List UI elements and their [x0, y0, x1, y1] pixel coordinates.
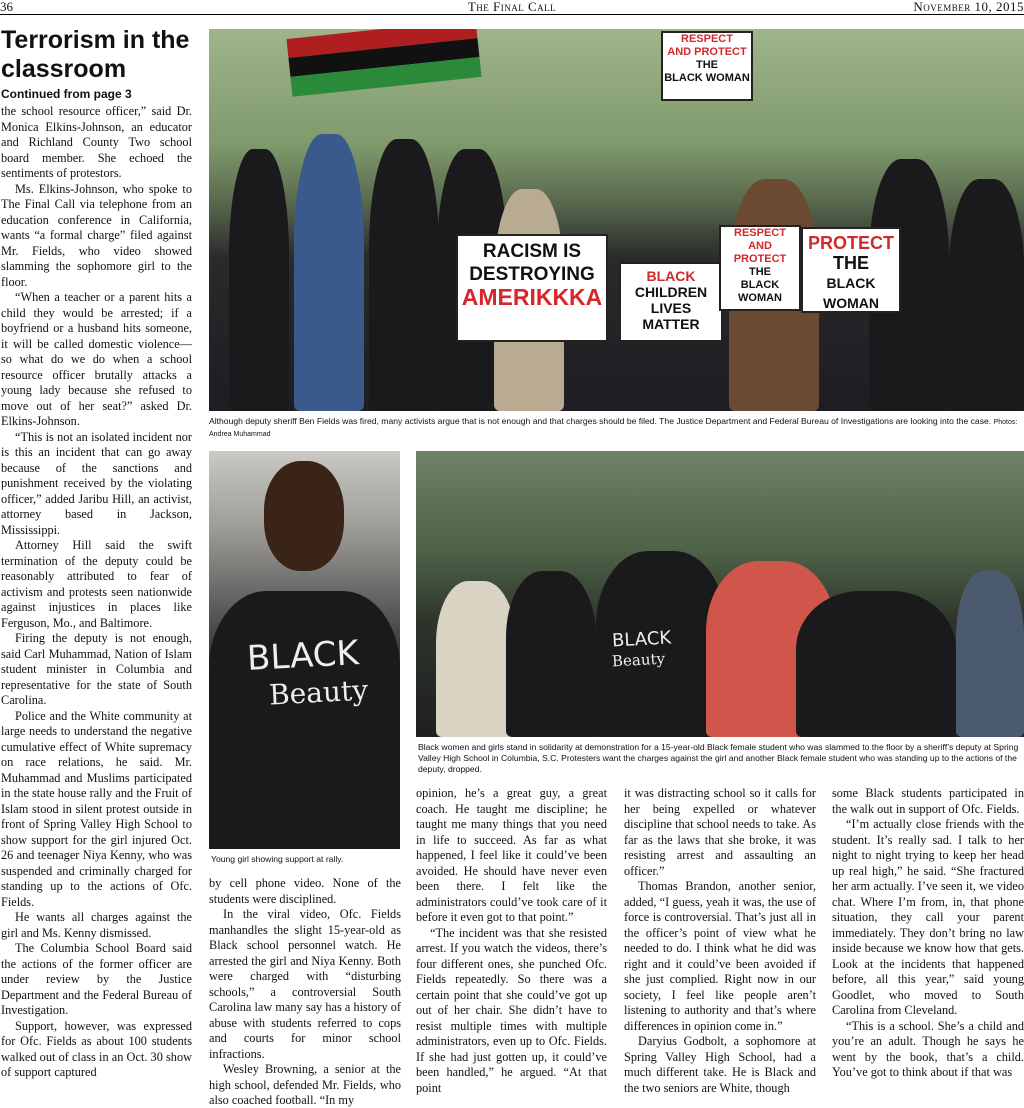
- rally-photo: [209, 29, 1024, 411]
- article-column-1: [1, 104, 192, 1108]
- paragraph: Thomas Brandon, another senior, added, “I guess, yeah it was, the use of force is controversial. That’s just all in the officer’s point of view what he needed to do. I think what he did was right and it could’ve been avoided if she just complied. Right now in our society, I feel like people aren’t listening to authority and that’s where differences in opinion come in.”: [624, 879, 816, 1033]
- article-column-3: [416, 786, 607, 1108]
- raised-fists-photo: [416, 451, 1024, 737]
- paragraph: some Black students participated in the walk out in support of Ofc. Fields.: [832, 786, 1024, 816]
- pan-african-flag: [286, 29, 481, 97]
- publication-name: The Final Call: [467, 0, 557, 14]
- shirt-text-beauty-2: Beauty: [611, 649, 666, 671]
- paragraph: opinion, he’s a great guy, a great coach. He taught me discipline; he taught me many things that you need in life to succeed. As far as what happened, I feel like it could’ve been avoided. He should have never even been there. I felt like the administrators could’ve took care of it before it even got to that point.”: [416, 786, 607, 924]
- paragraph: it was distracting school so it calls for her being expelled or whatever discipline that school needs to take. As far as the laws that she broke, it was resisting arrest and assaulting an officer.”: [624, 786, 816, 878]
- paragraph: “This is a school. She’s a child and you’re an adult. Though he says he went by the book, that’s a child. You’ve got to think about if that was: [832, 1018, 1024, 1079]
- paragraph: Attorney Hill said the swift termination of the deputy could be reasonably attributed to fear of activism and protests seen nationwide against injustices in places like Ferguson, Mo., and Baltimore.: [1, 538, 192, 630]
- article-column-2: [209, 876, 401, 1108]
- paragraph: Support, however, was expressed for Ofc. Fields as about 100 students walked out of class in an Oct. 30 show of support captured: [1, 1018, 192, 1079]
- issue-date: November 10, 2015: [913, 0, 1024, 14]
- sign-black-children-lives-matter: BLACK CHILDREN LIVES MATTER: [619, 262, 723, 342]
- paragraph: He wants all charges against the girl and Ms. Kenny dismissed.: [1, 910, 192, 940]
- shirt-text-black: BLACK: [246, 633, 360, 679]
- girl-photo: [209, 451, 400, 849]
- continued-from-label: Continued from page 3: [1, 87, 132, 101]
- masthead: [0, 0, 1024, 15]
- paragraph: Daryius Godbolt, a sophomore at Spring Valley High School, had a much different take. He is Black and the two seniors are White, though: [624, 1034, 816, 1095]
- page-number: 36: [0, 0, 13, 14]
- paragraph: “The incident was that she resisted arrest. If you watch the videos, there’s four different ones, she punched Ofc. Fields repeatedly. So there was a certain point that she could’ve got up out of her chair. She didn’t have to resist multiple times with multiple administrators, even up to Ofc. Fields. If she had just gotten up, it could’ve been handled,” he argued. “At that point: [416, 925, 607, 1095]
- raised-fists-photo-caption: Black women and girls stand in solidarity at demonstration for a 15-year-old Black female student who was slammed to the floor by a sheriff’s deputy at Spring Valley High School in Columbia, S.C. Protesters want the charges against the girl and another Black female student who was standing up to the actions of the deputy, dropped.: [418, 742, 1019, 774]
- article-headline: Terrorism in the classroom: [1, 26, 190, 83]
- girl-photo-caption: Young girl showing support at rally.: [211, 854, 344, 864]
- shirt-text-beauty: Beauty: [268, 673, 369, 712]
- rally-photo-caption: Although deputy sheriff Ben Fields was fired, many activists argue that is not enough and that charges should be filed. The Justice Department and Federal Bureau of Investigations are looking into the case. Photos: Andrea Muhammad: [209, 416, 1018, 438]
- paragraph: In the viral video, Ofc. Fields manhandles the slight 15-year-old as Black school personnel watch. He arrested the girl and Niya Kenny. Both were charged with “disturbing schools,” a controversial South Carolina law many say has a history of abuse with students referred to cops and courts for minor school infractions.: [209, 907, 401, 1061]
- article-column-5: [832, 786, 1024, 1108]
- paragraph: by cell phone video. None of the students were disciplined.: [209, 876, 401, 906]
- sign-protect-the-black-woman: PROTECT THE BLACK WOMAN: [801, 227, 901, 313]
- paragraph: “When a teacher or a parent hits a child they would be arrested; if a boyfriend or a husband hits someone, it will be called domestic violence—so what do we do when a school resource officer brutally attacks a young lady because she refused to move out of her seat?” asked Dr. Elkins-Johnson.: [1, 290, 192, 428]
- paragraph: Firing the deputy is not enough, said Carl Muhammad, Nation of Islam student minister in Columbia and representative for the state of South Carolina.: [1, 631, 192, 707]
- shirt-text-black-2: BLACK: [611, 627, 672, 652]
- paragraph: Police and the White community at large needs to understand the negative cumulative effect of White supremacy on race relations, he said. Mr. Muhammad and Muslims participated in the state house rally and the Fruit of Islam stood in silent protest outside in front of Spring Valley High School to show support for the girl injured Oct. 26 and teenager Niya Kenny, who was suspended and criminally charged for standing up to the actions of Ofc. Fields.: [1, 708, 192, 909]
- paragraph: Wesley Browning, a senior at the high school, defended Mr. Fields, who also coached football. “In my: [209, 1062, 401, 1107]
- photo-credit: Photos: Andrea Muhammad: [209, 419, 1018, 438]
- sign-racism-is-destroying: RACISM IS DESTROYING AMERIKKKA: [456, 234, 608, 342]
- sign-respect-and-protect-top: RESPECT AND PROTECT THE BLACK WOMAN: [661, 31, 753, 101]
- paragraph: Ms. Elkins-Johnson, who spoke to The Final Call via telephone from an education conference in California, wants “a formal charge” filed against Mr. Fields, who video showed slamming the sophomore girl to the floor.: [1, 181, 192, 289]
- paragraph: “This is not an isolated incident nor is this an incident that can go away because of the sanctions and punishment received by the violating officer,” added Jaribu Hill, an activist, attorney based in Jackson, Mississippi.: [1, 429, 192, 537]
- paragraph: The Columbia School Board said the actions of the former officer are under review by the Justice Department and the Federal Bureau of Investigation.: [1, 941, 192, 1017]
- article-column-4: [624, 786, 816, 1108]
- paragraph: the school resource officer,” said Dr. Monica Elkins-Johnson, an educator and Richland County Two school board member. She echoed the sentiments of protestors.: [1, 104, 192, 180]
- paragraph: “I’m actually close friends with the student. It’s really sad. I talk to her night to night trying to keep her head up real high,” he said. “She fractured her arm actually. I’ve seen it, we video chat. Where I’m from, in, that phone situation, they call your parent immediately. They don’t bring no law inside because we know how that gets. Look at the incidents that happened before, all this year,” said young Goodlet, who moved to South Carolina from Cleveland.: [832, 817, 1024, 1017]
- sign-respect-and-protect: RESPECT AND PROTECT THE BLACK WOMAN: [719, 225, 801, 311]
